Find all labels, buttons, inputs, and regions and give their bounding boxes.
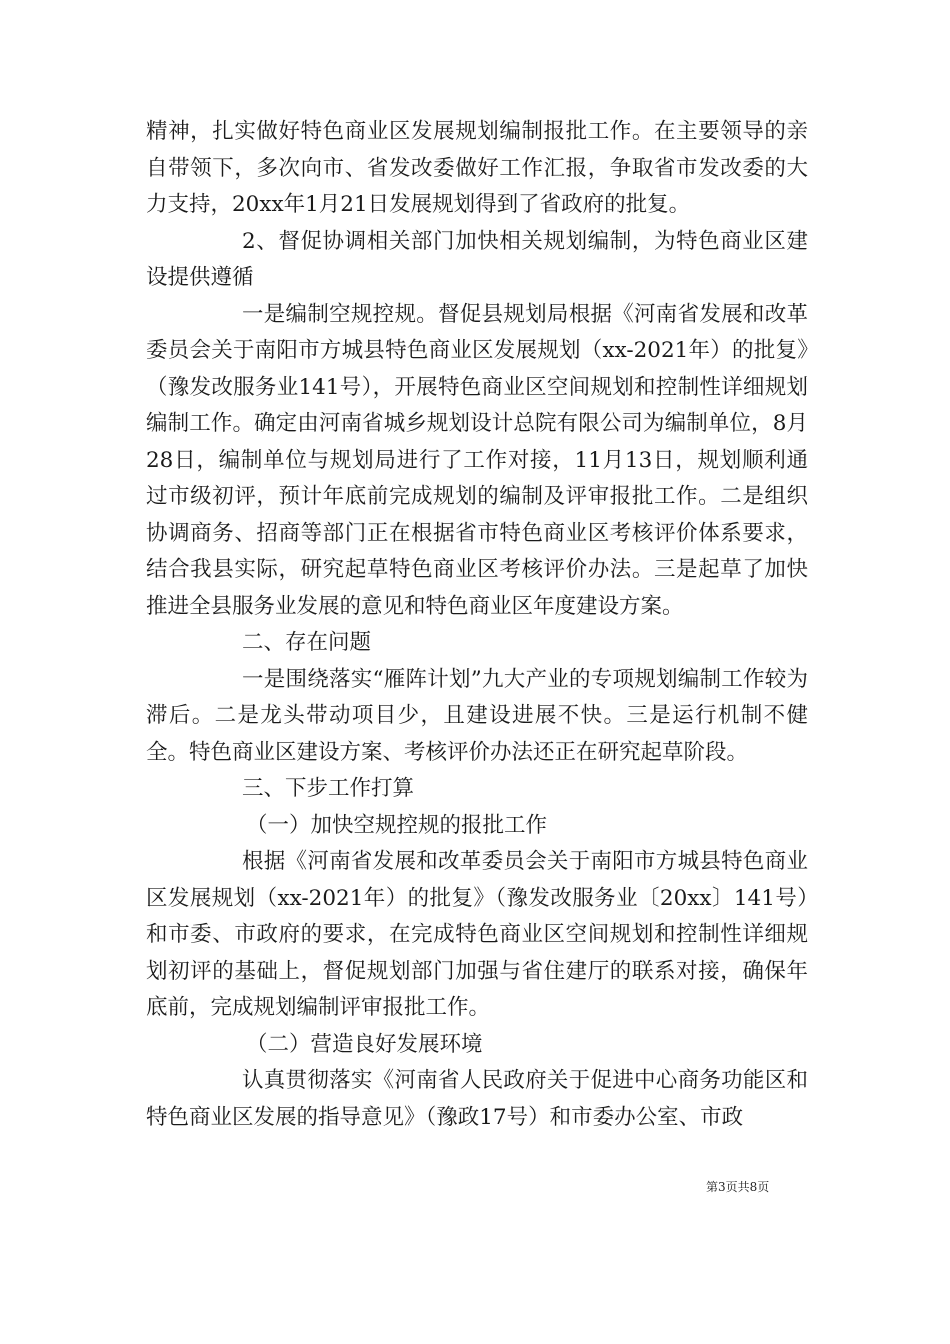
document-body <box>146 114 808 1136</box>
subheading-development-environment: （二）营造良好发展环境 <box>246 1031 483 1057</box>
paragraph-implementation: 认真贯彻落实《河南省人民政府关于促进中心商务功能区和特色商业区发展的指导意见》（豫政17号）和市委办公室、市政 <box>146 1068 808 1130</box>
paragraph-spatial-planning: 一是编制空规控规。督促县规划局根据《河南省发展和改革委员会关于南阳市方城县特色商业区发展规划（xx-2021年）的批复》（豫发改服务业141号），开展特色商业区空间规划和控制性详细规划编制工作。确定由河南省城乡规划设计总院有限公司为编制单位，8月28日，编制单位与规划局进行了工作对接，11月13日，规划顺利通过市级初评，预计年底前完成规划的编制及评审报批工作。二是组织协调商务、招商等部门正在根据省市特色商业区考核评价体系要求，结合我县实际，研究起草特色商业区考核评价办法。三是起草了加快推进全县服务业发展的意见和特色商业区年度建设方案。 <box>146 301 808 619</box>
subheading-speed-up-approval: （一）加快空规控规的报批工作 <box>246 812 548 838</box>
paragraph-problems: 一是围绕落实“雁阵计划”九大产业的专项规划编制工作较为滞后。二是龙头带动项目少，且建设进展不快。三是运行机制不健全。特色商业区建设方案、考核评价办法还正在研究起草阶段。 <box>146 666 808 765</box>
section-heading-existing-problems: 二、存在问题 <box>242 630 372 655</box>
page-number: 第3页共8页 <box>706 1180 770 1194</box>
paragraph-approval-work: 根据《河南省发展和改革委员会关于南阳市方城县特色商业区发展规划（xx-2021年）的批复》（豫发改服务业〔20xx〕141号）和市委、市政府的要求，在完成特色商业区空间规划和控制性详细规划初评的基础上，督促规划部门加强与省住建厅的联系对接，确保年底前，完成规划编制评审报批工作。 <box>146 849 808 1020</box>
section-heading-coordinate-planning: 2、督促协调相关部门加快相关规划编制，为特色商业区建设提供遵循 <box>146 228 808 290</box>
section-heading-next-steps: 三、下步工作打算 <box>242 776 415 801</box>
paragraph-planning-approval: 精神，扎实做好特色商业区发展规划编制报批工作。在主要领导的亲自带领下，多次向市、省发改委做好工作汇报，争取省市发改委的大力支持，20xx年1月21日发展规划得到了省政府的批复。 <box>146 119 808 217</box>
